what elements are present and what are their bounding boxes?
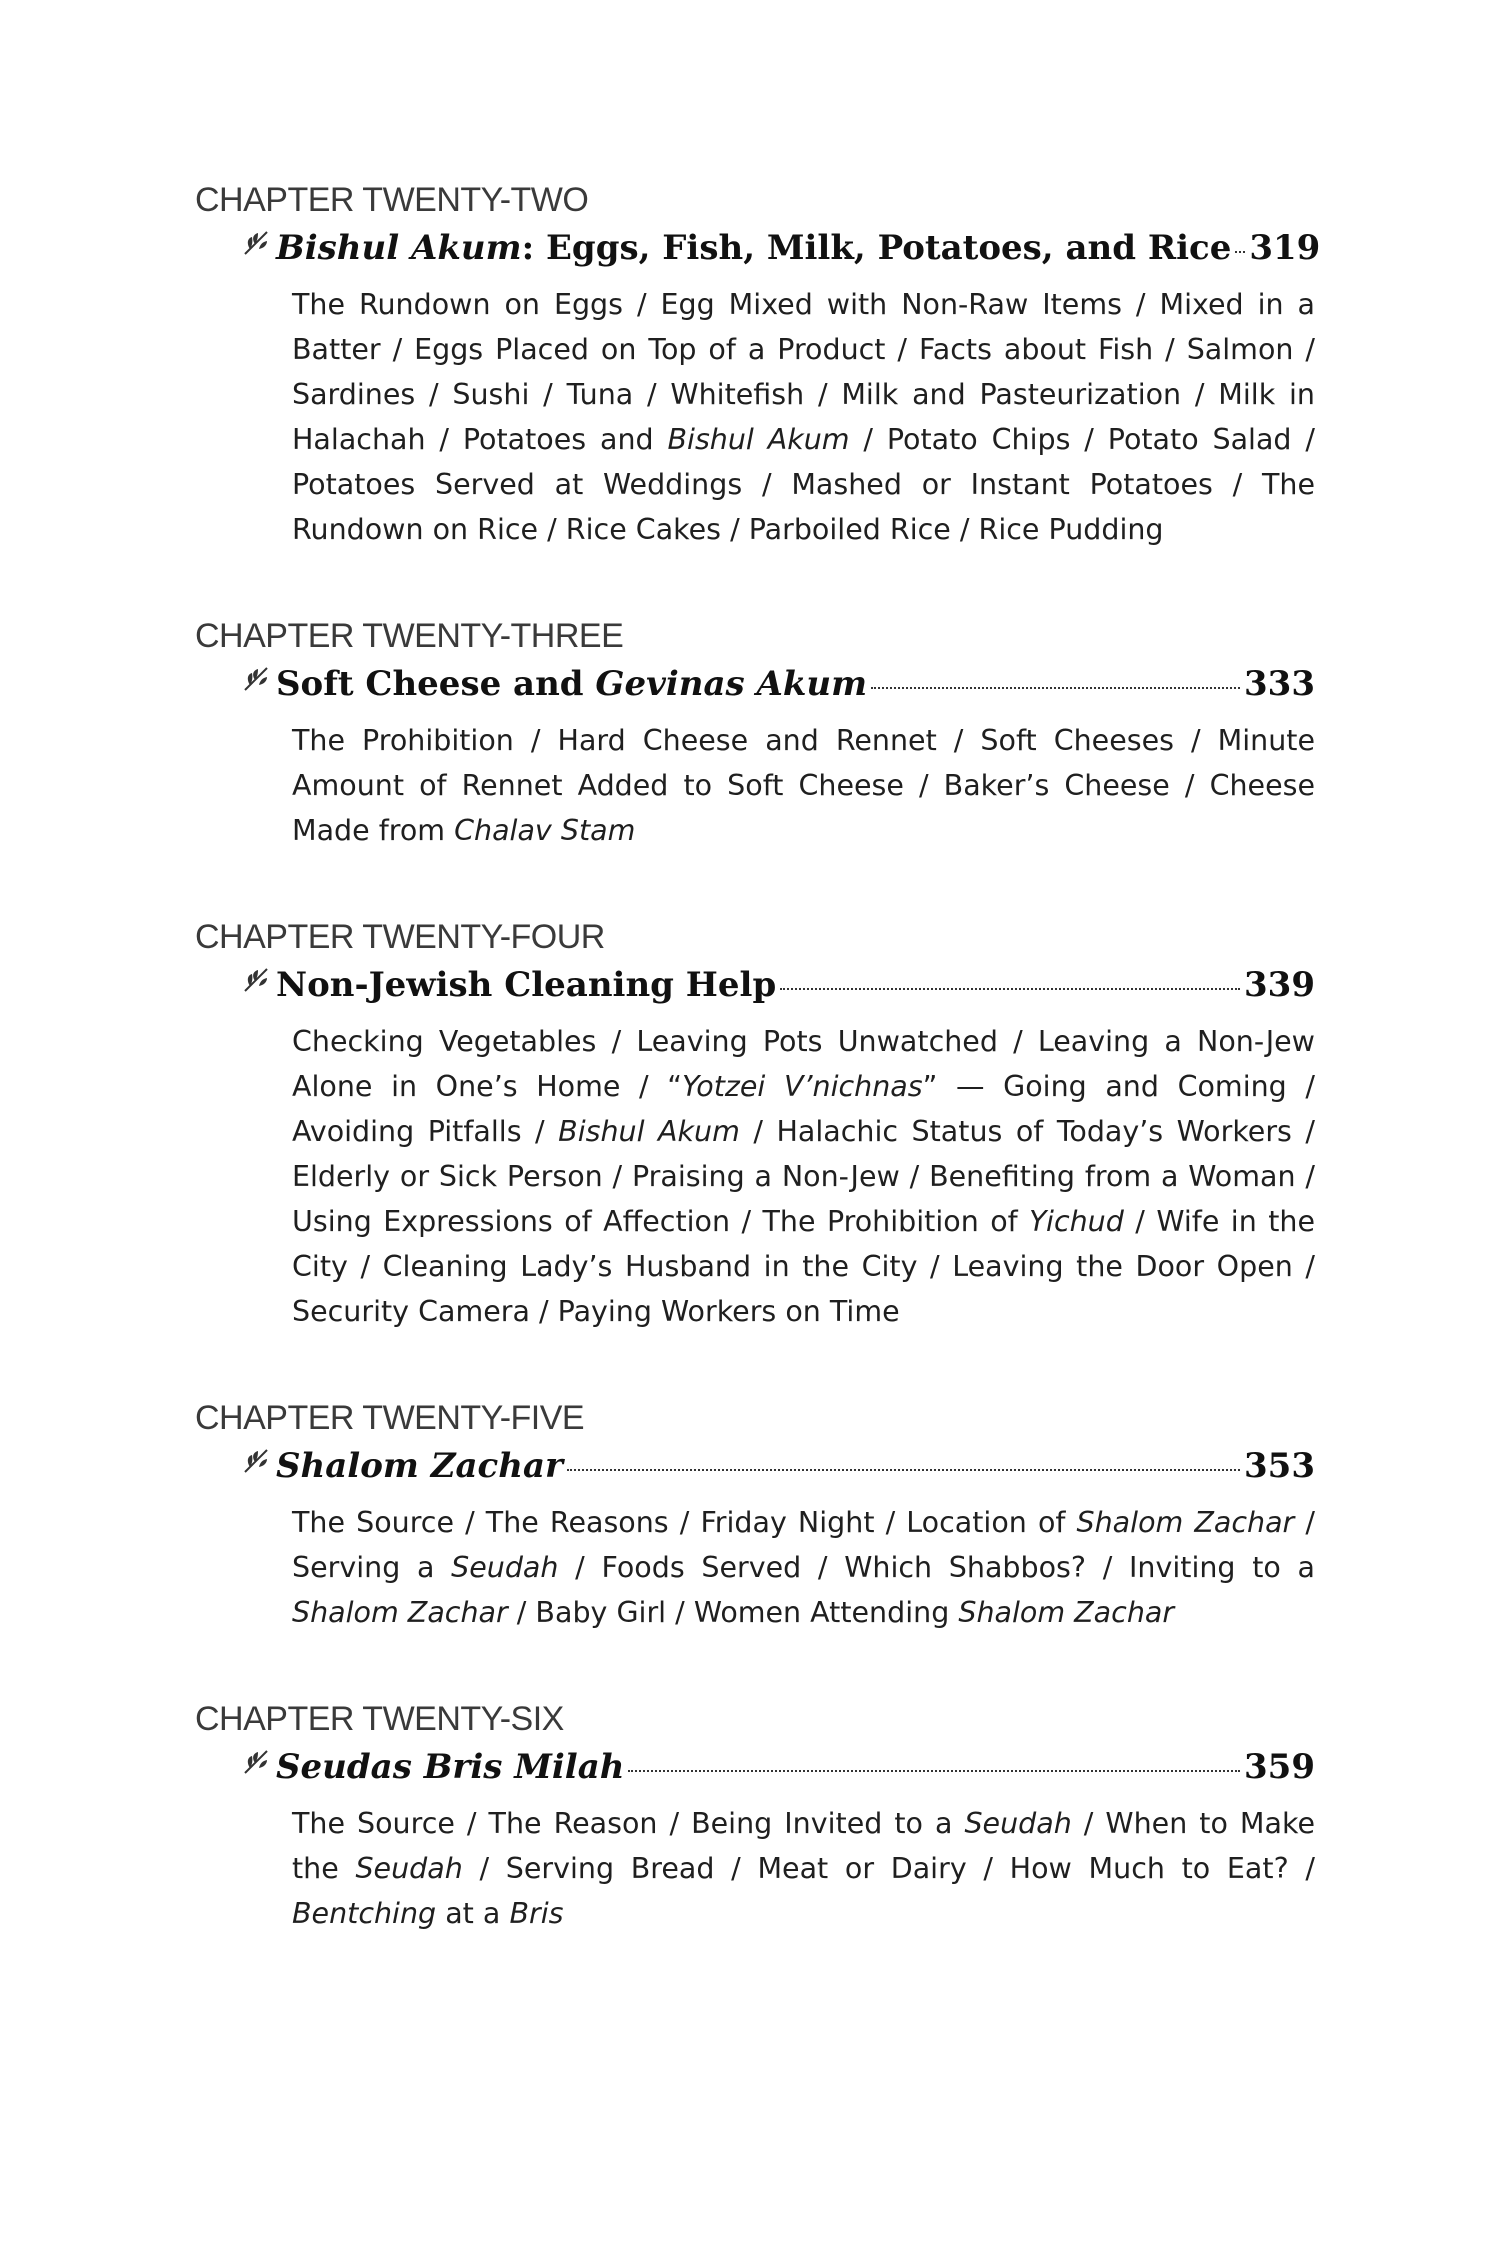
- chapter-title-line[interactable]: [242, 664, 1315, 718]
- title-part: Non-Jewish Cleaning Help: [276, 965, 777, 1005]
- chapter-label: CHAPTER TWENTY-FOUR: [195, 918, 605, 956]
- title-part: Shalom Zachar: [276, 1446, 563, 1486]
- chapter-title: [276, 228, 1231, 268]
- summary-part: Shalom Zachar: [1076, 1506, 1295, 1539]
- dot-leader: [567, 1469, 1240, 1471]
- summary-part: Bishul Akum: [558, 1115, 740, 1148]
- chapter-title-line[interactable]: [242, 1747, 1315, 1801]
- summary-part: at a: [436, 1897, 510, 1930]
- summary-part: Yichud: [1029, 1205, 1124, 1238]
- chapter-summary: [292, 718, 1315, 853]
- summary-part: The Source / The Reason / Being Invited to a: [292, 1807, 965, 1840]
- summary-part: Seudah: [451, 1551, 559, 1584]
- title-part: Soft Cheese and: [276, 664, 596, 704]
- chapter-entry: [195, 1697, 1315, 1936]
- chapter-label: CHAPTER TWENTY-FIVE: [195, 1399, 585, 1437]
- chapter-title: [276, 1446, 563, 1486]
- chapter-title: [276, 664, 867, 704]
- summary-part: Shalom Zachar: [292, 1596, 508, 1629]
- chapter-title: [276, 965, 776, 1005]
- title-part: Bishul Akum: [276, 228, 522, 268]
- summary-part: Bishul Akum: [667, 423, 850, 456]
- title-part: Gevinas Akum: [595, 664, 868, 704]
- leaf-ornament-icon: [242, 665, 276, 693]
- chapter-label: CHAPTER TWENTY-THREE: [195, 617, 624, 655]
- summary-part: ” — Going and Coming / Avoiding Pitfalls /: [292, 1070, 1315, 1148]
- dot-leader: [780, 988, 1240, 990]
- chapter-title-line[interactable]: [242, 1446, 1315, 1500]
- summary-part: Seudah: [355, 1852, 463, 1885]
- chapter-entry: [195, 915, 1315, 1334]
- summary-part: / Serving Bread / Meat or Dairy / How Much to Eat? /: [462, 1852, 1315, 1885]
- leaf-ornament-icon: [242, 229, 276, 257]
- chapter-entry: [195, 1396, 1315, 1635]
- page-number: 353: [1244, 1446, 1315, 1486]
- dot-leader: [871, 687, 1240, 689]
- leaf-ornament-icon: [242, 1748, 276, 1776]
- dot-leader: [1235, 251, 1245, 253]
- leaf-ornament-icon: [242, 1447, 276, 1475]
- chapter-label: CHAPTER TWENTY-TWO: [195, 181, 589, 219]
- chapter-entry: [195, 178, 1321, 552]
- page-number: 339: [1244, 965, 1315, 1005]
- chapter-title: [276, 1747, 624, 1787]
- summary-part: / Halachic Status of Today’s Workers / Elderly or Sick Person / Praising a Non-Jew / Benefiting from a Woman / Using Expressions of Affection / The Prohibition of: [292, 1115, 1316, 1238]
- chapter-summary: [292, 1019, 1315, 1334]
- summary-part: Bris: [509, 1897, 564, 1930]
- summary-part: The Rundown on Eggs / Egg Mixed with Non-Raw Items / Mixed in a Batter / Eggs Placed on Top of a Product / Facts about Fish / Salmon / Sardines / Sushi / Tuna / Whitefish / Milk and Pasteurization / Milk in Halachah / Potatoes and: [292, 288, 1315, 456]
- summary-part: Chalav Stam: [454, 814, 636, 847]
- summary-part: / Foods Served / Which Shabbos? / Inviting to a: [558, 1551, 1315, 1584]
- page-number: 359: [1244, 1747, 1315, 1787]
- summary-part: / Potato Chips / Potato Salad / Potatoes Served at Weddings / Mashed or Instant Potatoes / The Rundown on Rice / Rice Cakes / Parboiled Rice / Rice Pudding: [292, 423, 1315, 546]
- chapter-label: CHAPTER TWENTY-SIX: [195, 1700, 564, 1738]
- summary-part: Checking Vegetables / Leaving Pots Unwatched / Leaving a Non-Jew Alone in One’s Home / “: [292, 1025, 1315, 1103]
- chapter-summary: [292, 1500, 1315, 1635]
- page-number: 333: [1244, 664, 1315, 704]
- title-part: Seudas Bris Milah: [276, 1747, 625, 1787]
- summary-part: Seudah: [964, 1807, 1072, 1840]
- chapter-summary: [292, 1801, 1315, 1936]
- chapter-title-line[interactable]: [242, 228, 1321, 282]
- summary-part: / When to Make the: [292, 1807, 1315, 1885]
- summary-part: / Baby Girl / Women Attending: [507, 1596, 959, 1629]
- summary-part: The Prohibition / Hard Cheese and Rennet / Soft Cheeses / Minute Amount of Rennet Added to Soft Cheese / Baker’s Cheese / Cheese Made from: [292, 724, 1315, 847]
- dot-leader: [628, 1770, 1240, 1772]
- page-number: 319: [1249, 228, 1321, 268]
- summary-part: Bentching: [292, 1897, 437, 1930]
- title-part: : Eggs, Fish, Milk, Potatoes, and Rice: [521, 228, 1232, 268]
- summary-part: Yotzei V’nichnas: [682, 1070, 923, 1103]
- summary-part: Shalom Zachar: [958, 1596, 1175, 1629]
- summary-part: / Wife in the City / Cleaning Lady’s Husband in the City / Leaving the Door Open / Security Camera / Paying Workers on Time: [292, 1205, 1315, 1328]
- table-of-contents: [195, 178, 1321, 1998]
- leaf-ornament-icon: [242, 966, 276, 994]
- chapter-entry: [195, 614, 1315, 853]
- chapter-title-line[interactable]: [242, 965, 1315, 1019]
- chapter-summary: [292, 282, 1315, 552]
- summary-part: The Source / The Reasons / Friday Night / Location of: [292, 1506, 1077, 1539]
- summary-part: / Serving a: [292, 1506, 1315, 1584]
